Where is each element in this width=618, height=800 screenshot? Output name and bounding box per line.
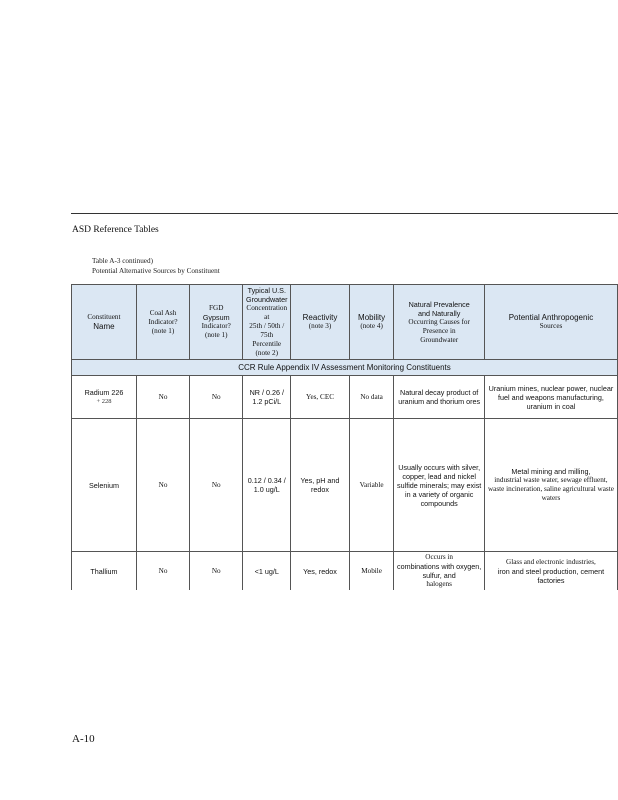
header-typical-concentration: Typical U.S. Groundwater Concentration at 25th / 50th / 75th Percentile (note 2) bbox=[243, 285, 291, 360]
table-number: Table A-3 continued) bbox=[92, 257, 153, 265]
cell-reactivity: Yes, pH and redox bbox=[291, 419, 350, 552]
reference-table bbox=[71, 284, 618, 590]
cell-natural: Occurs in combinations with oxygen, sulfur, and halogens bbox=[394, 552, 484, 591]
assessment-banner: CCR Rule Appendix IV Assessment Monitoring Constituents bbox=[72, 360, 618, 376]
cell-constituent-name: Radium 226 + 228 bbox=[72, 376, 137, 419]
header-mobility: Mobility (note 4) bbox=[349, 285, 394, 360]
cell-reactivity: Yes, redox bbox=[291, 552, 350, 591]
cell-natural: Usually occurs with silver, copper, lead and nickel sulfide minerals; may exist in a variety of organic compounds bbox=[394, 419, 484, 552]
section-title: ASD Reference Tables bbox=[72, 225, 159, 235]
cell-anthropogenic: Metal mining and milling, industrial waste water, sewage effluent, waste incineration, saline agricultural waste waters bbox=[484, 419, 617, 552]
cell-fgd: No bbox=[190, 552, 243, 591]
table-row-thallium bbox=[72, 552, 618, 591]
cell-fgd: No bbox=[190, 376, 243, 419]
cell-coal-ash: No bbox=[136, 419, 189, 552]
cell-mobility: No data bbox=[349, 376, 394, 419]
cell-constituent-name: Thallium bbox=[72, 552, 137, 591]
table-caption bbox=[92, 256, 220, 276]
cell-reactivity: Yes, CEC bbox=[291, 376, 350, 419]
cell-anthropogenic: Uranium mines, nuclear power, nuclear fuel and weapons manufacturing, uranium in coal bbox=[484, 376, 617, 419]
cell-mobility: Variable bbox=[349, 419, 394, 552]
cell-coal-ash: No bbox=[136, 376, 189, 419]
cell-concentration: <1 ug/L bbox=[243, 552, 291, 591]
table-title: Potential Alternative Sources by Constituent bbox=[92, 267, 220, 275]
table-banner-row bbox=[72, 360, 618, 376]
cell-constituent-name: Selenium bbox=[72, 419, 137, 552]
cell-natural: Natural decay product of uranium and thorium ores bbox=[394, 376, 484, 419]
table-row-selenium bbox=[72, 419, 618, 552]
header-natural-prevalence: Natural Prevalence and Naturally Occurring Causes for Presence in Groundwater bbox=[394, 285, 484, 360]
table-header-row bbox=[72, 285, 618, 360]
header-constituent-name: Constituent Name bbox=[72, 285, 137, 360]
table-row-radium bbox=[72, 376, 618, 419]
header-fgd-gypsum-indicator: FGD Gypsum Indicator? (note 1) bbox=[190, 285, 243, 360]
cell-concentration: NR / 0.26 / 1.2 pCi/L bbox=[243, 376, 291, 419]
cell-anthropogenic: Glass and electronic industries, iron and steel production, cement factories bbox=[484, 552, 617, 591]
header-coal-ash-indicator: Coal Ash Indicator? (note 1) bbox=[136, 285, 189, 360]
header-rule bbox=[71, 213, 618, 214]
cell-mobility: Mobile bbox=[349, 552, 394, 591]
header-anthropogenic-sources: Potential Anthropogenic Sources bbox=[484, 285, 617, 360]
cell-coal-ash: No bbox=[136, 552, 189, 591]
page-number: A-10 bbox=[72, 733, 95, 745]
cell-fgd: No bbox=[190, 419, 243, 552]
cell-concentration: 0.12 / 0.34 / 1.0 ug/L bbox=[243, 419, 291, 552]
header-reactivity: Reactivity (note 3) bbox=[291, 285, 350, 360]
